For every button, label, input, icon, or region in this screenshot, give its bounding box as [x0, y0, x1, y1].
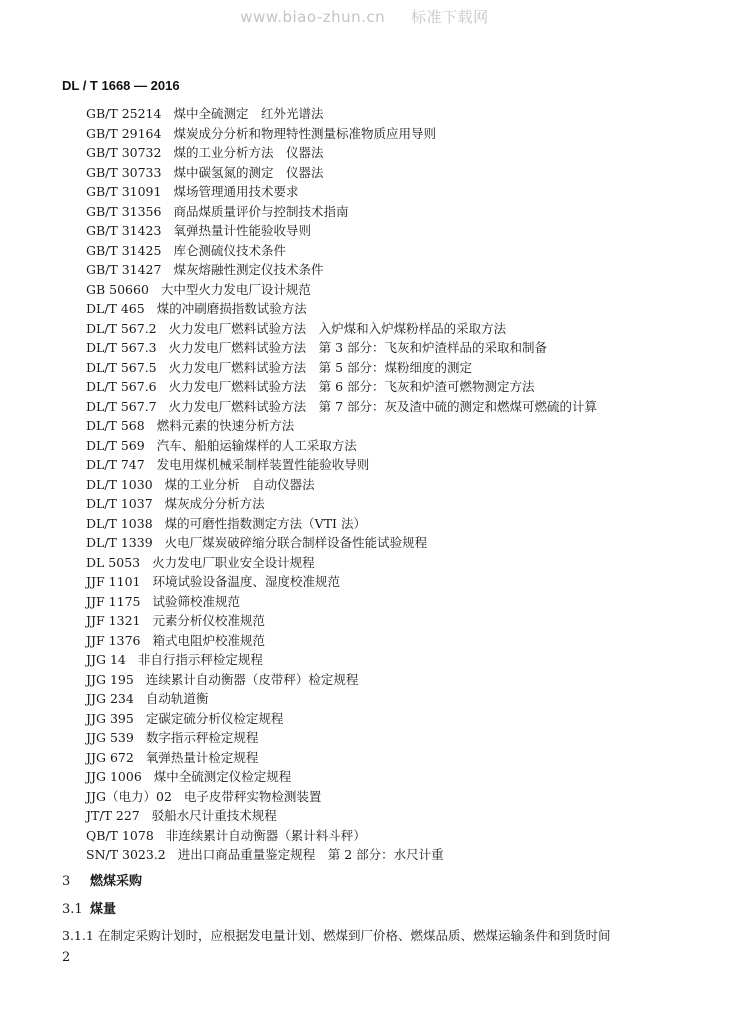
reference-code: JJF 1321: [86, 613, 141, 628]
reference-code: JJG 395: [86, 710, 134, 726]
reference-item: [86, 806, 597, 826]
reference-title: 试验筛校准规范: [152, 593, 240, 609]
reference-item: [86, 182, 597, 202]
clause-text: 在制定采购计划时，应根据发电量计划、燃煤到厂价格、燃煤品质、燃煤运输条件和到货时间: [98, 928, 611, 943]
reference-title: 火力发电厂燃料试验方法 入炉煤和入炉煤粉样品的采取方法: [168, 320, 507, 336]
reference-item: [86, 767, 597, 787]
reference-code: JJG（电力）02: [86, 788, 172, 804]
reference-code: DL/T 568: [86, 418, 145, 433]
section-number: 3.1: [62, 902, 83, 917]
reference-title: 环境试验设备温度、湿度校准规范: [152, 574, 340, 589]
watermark-url: www.biao-zhun.cn: [240, 8, 386, 26]
reference-code: JJF 1376: [86, 632, 141, 648]
reference-code: DL/T 1038: [86, 515, 153, 531]
section-number: 3: [62, 874, 71, 889]
reference-code: GB/T 30733: [86, 164, 162, 180]
section-3-heading: [62, 870, 142, 889]
reference-title: 氧弹热量计检定规程: [145, 749, 259, 765]
clause-number: 3.1.1: [62, 928, 94, 943]
reference-code: JJF 1101: [86, 574, 141, 589]
reference-code: DL/T 1339: [86, 535, 153, 550]
watermark-site-name: 标准下载网: [411, 8, 489, 26]
reference-title: 商品煤质量评价与控制技术指南: [173, 203, 349, 219]
reference-code: GB 50660: [86, 281, 149, 297]
reference-title: 煤中全硫测定仪检定规程: [153, 769, 292, 784]
reference-item: [86, 592, 597, 612]
reference-item: [86, 338, 597, 358]
reference-code: GB/T 31091: [86, 184, 162, 199]
reference-code: DL/T 567.3: [86, 340, 157, 355]
section-title: 煤量: [90, 902, 117, 917]
reference-title: 火力发电厂燃料试验方法 第 7 部分：灰及渣中硫的测定和燃煤可燃硫的计算: [168, 398, 598, 414]
clause-3-1-1: [62, 926, 611, 944]
reference-code: JJF 1175: [86, 593, 141, 609]
reference-code: JJG 672: [86, 749, 134, 765]
reference-title: 汽车、船舶运输煤样的人工采取方法: [156, 437, 357, 453]
reference-code: DL/T 1030: [86, 476, 153, 492]
reference-item: [86, 124, 597, 144]
reference-item: [86, 689, 597, 709]
reference-title: 氧弹热量计性能验收导则: [173, 223, 311, 238]
reference-code: DL/T 567.6: [86, 379, 157, 394]
reference-item: [86, 709, 597, 729]
reference-item: [86, 455, 597, 475]
reference-title: 连续累计自动衡器（皮带秤）检定规程: [145, 671, 359, 687]
reference-code: JJG 234: [86, 691, 134, 706]
reference-title: 火力发电厂燃料试验方法 第 3 部分：飞灰和炉渣样品的采取和制备: [168, 340, 548, 355]
document-number-header: DL / T 1668 — 2016: [62, 78, 180, 93]
reference-code: JT/T 227: [86, 808, 140, 823]
reference-title: 燃料元素的快速分析方法: [156, 418, 295, 433]
reference-item: [86, 787, 597, 807]
reference-code: GB/T 29164: [86, 125, 162, 141]
reference-title: 煤灰熔融性测定仪技术条件: [173, 262, 324, 277]
reference-item: [86, 280, 597, 300]
reference-code: DL/T 1037: [86, 496, 153, 511]
reference-code: DL/T 465: [86, 301, 145, 316]
watermark: [0, 6, 729, 27]
reference-item: [86, 221, 597, 241]
reference-item: [86, 826, 597, 846]
reference-item: [86, 728, 597, 748]
reference-title: 驳船水尺计重技术规程: [151, 808, 277, 823]
reference-title: 煤的可磨性指数测定方法（VTI 法）: [164, 515, 366, 531]
reference-code: DL/T 569: [86, 437, 145, 453]
reference-title: 煤中碳氢氮的测定 仪器法: [173, 164, 324, 180]
reference-title: 大中型火力发电厂设计规范: [160, 281, 311, 297]
reference-title: 箱式电阻炉校准规范: [152, 632, 265, 648]
reference-item: [86, 104, 597, 124]
reference-title: 进出口商品重量鉴定规程 第 2 部分：水尺计重: [177, 847, 444, 862]
reference-code: JJG 1006: [86, 769, 142, 784]
reference-title: 煤场管理通用技术要求: [173, 184, 299, 199]
reference-title: 数字指示秤检定规程: [145, 730, 259, 745]
reference-title: 非连续累计自动衡器（累计料斗秤）: [165, 827, 366, 843]
reference-item: [86, 299, 597, 319]
reference-title: 火力发电厂燃料试验方法 第 6 部分：飞灰和炉渣可燃物测定方法: [168, 379, 535, 394]
reference-code: GB/T 31356: [86, 203, 162, 219]
reference-code: JJG 195: [86, 671, 134, 687]
reference-item: [86, 670, 597, 690]
reference-code: GB/T 31427: [86, 262, 162, 277]
reference-item: [86, 533, 597, 553]
reference-title: 煤的工业分析 自动仪器法: [164, 476, 315, 492]
reference-item: [86, 611, 597, 631]
reference-item: [86, 650, 597, 670]
reference-item: [86, 163, 597, 183]
section-title: 燃煤采购: [90, 874, 143, 889]
reference-title: 定碳定硫分析仪检定规程: [145, 710, 284, 726]
reference-item: [86, 202, 597, 222]
reference-title: 煤的工业分析方法 仪器法: [173, 145, 324, 160]
reference-code: GB/T 30732: [86, 145, 162, 160]
reference-item: [86, 553, 597, 573]
reference-item: [86, 514, 597, 534]
reference-item: [86, 845, 597, 865]
section-3-1-heading: [62, 898, 116, 917]
reference-title: 火力发电厂职业安全设计规程: [152, 554, 315, 570]
reference-title: 煤的冲刷磨损指数试验方法: [156, 301, 307, 316]
reference-item: [86, 319, 597, 339]
reference-code: GB/T 25214: [86, 106, 162, 121]
reference-item: [86, 397, 597, 417]
reference-title: 发电用煤机械采制样装置性能验收导则: [156, 457, 370, 472]
reference-item: [86, 377, 597, 397]
page-number: 2: [62, 950, 71, 965]
reference-code: GB/T 31423: [86, 223, 162, 238]
reference-item: [86, 631, 597, 651]
reference-item: [86, 260, 597, 280]
reference-item: [86, 358, 597, 378]
reference-code: JJG 14: [86, 652, 126, 667]
reference-title: 火电厂煤炭破碎缩分联合制样设备性能试验规程: [164, 535, 428, 550]
reference-item: [86, 436, 597, 456]
reference-title: 电子皮带秤实物检测装置: [183, 788, 322, 804]
reference-item: [86, 748, 597, 768]
reference-item: [86, 416, 597, 436]
reference-code: DL/T 747: [86, 457, 145, 472]
normative-reference-list: [86, 104, 597, 865]
reference-title: 煤中全硫测定 红外光谱法: [173, 106, 324, 121]
reference-code: DL/T 567.2: [86, 320, 157, 336]
reference-code: SN/T 3023.2: [86, 847, 166, 862]
reference-title: 自动轨道衡: [145, 691, 209, 706]
reference-code: GB/T 31425: [86, 242, 162, 258]
reference-code: DL/T 567.5: [86, 359, 157, 375]
reference-item: [86, 475, 597, 495]
reference-item: [86, 494, 597, 514]
reference-title: 元素分析仪校准规范: [152, 613, 265, 628]
reference-title: 煤炭成分分析和物理特性测量标准物质应用导则: [173, 125, 436, 141]
reference-title: 煤灰成分分析方法: [164, 496, 265, 511]
reference-title: 库仑测硫仪技术条件: [173, 242, 286, 258]
reference-code: JJG 539: [86, 730, 134, 745]
reference-code: DL/T 567.7: [86, 398, 157, 414]
reference-title: 火力发电厂燃料试验方法 第 5 部分：煤粉细度的测定: [168, 359, 473, 375]
reference-item: [86, 143, 597, 163]
reference-code: DL 5053: [86, 554, 141, 570]
reference-code: QB/T 1078: [86, 827, 154, 843]
reference-title: 非自行指示秤检定规程: [137, 652, 263, 667]
reference-item: [86, 572, 597, 592]
reference-item: [86, 241, 597, 261]
